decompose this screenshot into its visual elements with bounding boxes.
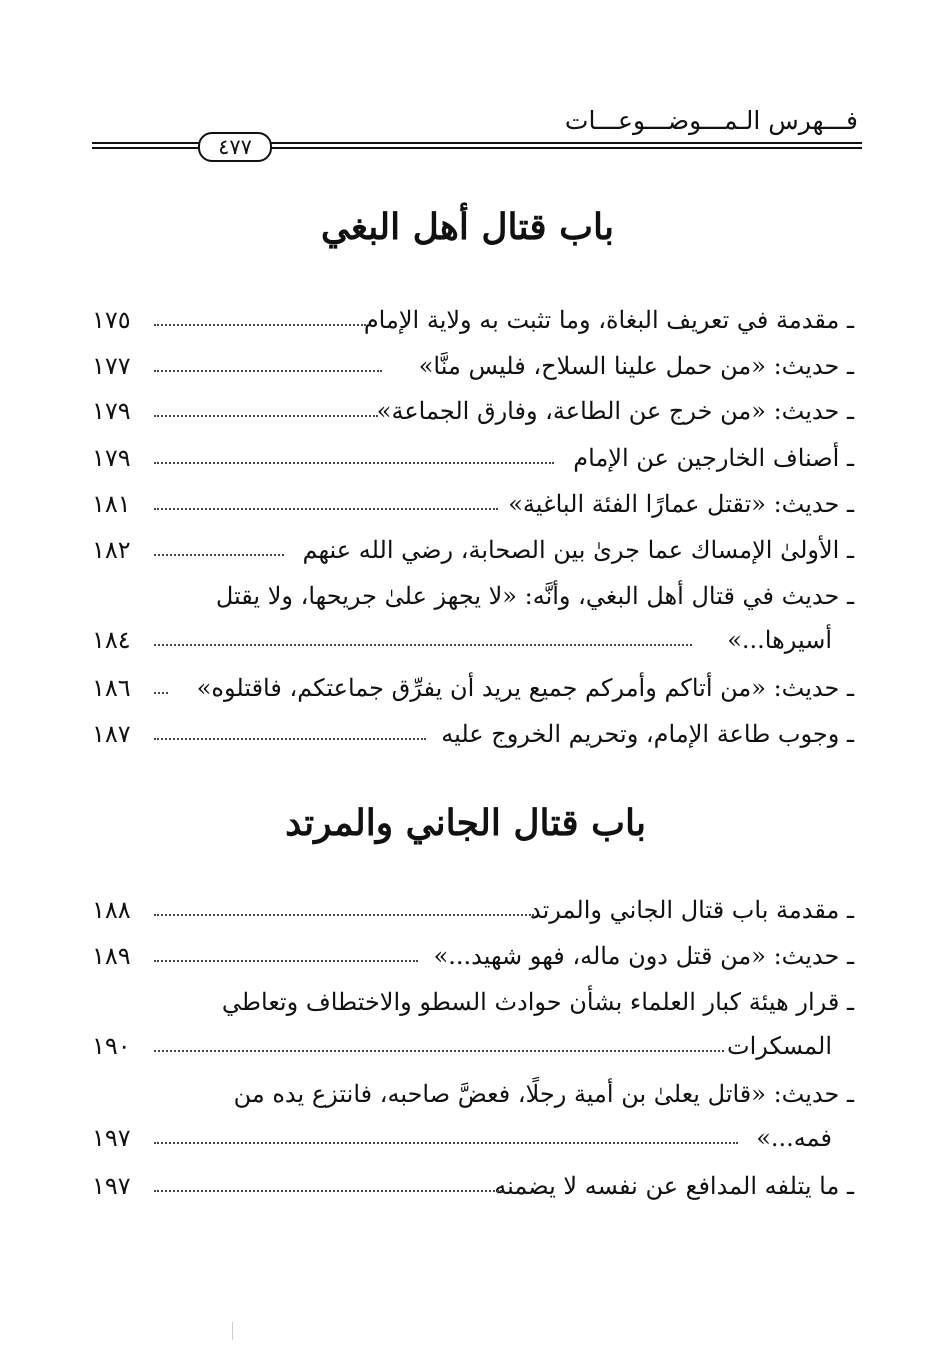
toc-entry[interactable] [92,306,854,346]
leader-dots [154,1050,724,1052]
toc-entry-text: ـ حديث: «من حمل علينا السلاح، فليس منَّا» [418,352,854,380]
leader-dots [154,960,418,962]
toc-page-number: ١٧٩ [92,397,131,425]
toc-page-number: ١٩٠ [92,1032,131,1060]
toc-entry-continuation: أسيرها...» [727,626,832,654]
leader-dots [154,554,284,556]
toc-entry[interactable] [92,720,854,760]
leader-dots [154,1142,738,1144]
toc-entry-text: ـ وجوب طاعة الإمام، وتحريم الخروج عليه [441,720,854,748]
toc-entry[interactable] [92,352,854,392]
toc-entry-continuation: فمه...» [756,1124,832,1152]
toc-entry[interactable] [92,988,854,1078]
leader-dots [154,1190,502,1192]
toc-entry-text: ـ حديث في قتال أهل البغي، وأنَّه: «لا يجهز علىٰ جريحها، ولا يقتل [215,582,854,610]
toc-entry[interactable] [92,896,854,936]
toc-entry[interactable] [92,674,854,714]
leader-dots [154,692,168,694]
toc-entry-text: ـ قرار هيئة كبار العلماء بشأن حوادث السطو والاختطاف وتعاطي [221,988,854,1016]
toc-entry-text: ـ ما يتلفه المدافع عن نفسه لا يضمنه [494,1172,854,1200]
header-rule [92,132,862,158]
leader-dots [154,644,692,646]
toc-entry-text: ـ مقدمة في تعريف البغاة، وما تثبت به ولاية الإمام [363,306,854,334]
toc-entry-text: ـ الأولىٰ الإمساك عما جرىٰ بين الصحابة، رضي الله عنهم [302,536,854,564]
toc-page-number: ١٨٤ [92,626,131,654]
toc-entry[interactable] [92,1080,854,1170]
toc-entry[interactable] [92,397,854,437]
toc-entry-text: ـ أصناف الخارجين عن الإمام [573,444,854,472]
toc-entry-text: ـ حديث: «قاتل يعلىٰ بن أمية رجلًا، فعضَّ صاحبه، فانتزع يده من [233,1080,854,1108]
toc-entry-text: ـ حديث: «من خرج عن الطاعة، وفارق الجماعة» [376,397,854,425]
toc-page-number: ١٩٧ [92,1124,131,1152]
section-heading: باب قتال أهل البغي [320,206,614,248]
toc-entry[interactable] [92,942,854,982]
running-header-title: فـــهرس الـمـــوضـــوعـــات [564,106,858,135]
toc-entry[interactable] [92,444,854,484]
toc-entry-text: ـ حديث: «تقتل عمارًا الفئة الباغية» [508,490,854,518]
toc-entry-text: ـ حديث: «من قتل دون ماله، فهو شهيد...» [433,942,854,970]
leader-dots [154,738,426,740]
toc-page-number: ١٧٩ [92,444,131,472]
toc-entry-text: ـ حديث: «من أتاكم وأمركم جميع يريد أن يفرِّق جماعتكم، فاقتلوه» [196,674,854,702]
toc-page-number: ١٧٧ [92,352,131,380]
toc-page-number: ١٨٦ [92,674,131,702]
page-number-badge: ٤٧٧ [198,132,272,162]
leader-dots [154,324,366,326]
leader-dots [154,508,498,510]
toc-page-number: ١٨١ [92,490,131,518]
leader-dots [154,462,554,464]
toc-page-number: ١٩٧ [92,1172,131,1200]
toc-entry[interactable] [92,536,854,576]
toc-entry-text: ـ مقدمة باب قتال الجاني والمرتد [530,896,854,924]
toc-entry-continuation: المسكرات [726,1032,832,1060]
toc-page-number: ١٨٩ [92,942,131,970]
toc-page-number: ١٨٧ [92,720,131,748]
toc-entry[interactable] [92,582,854,672]
toc-page-number: ١٧٥ [92,306,131,334]
leader-dots [154,415,378,417]
leader-dots [154,370,382,372]
scan-mark [232,1322,233,1340]
toc-entry[interactable] [92,490,854,530]
section-heading: باب قتال الجاني والمرتد [285,802,646,844]
toc-entry[interactable] [92,1172,854,1212]
leader-dots [154,914,534,916]
toc-page-number: ١٨٢ [92,536,131,564]
toc-page-number: ١٨٨ [92,896,131,924]
